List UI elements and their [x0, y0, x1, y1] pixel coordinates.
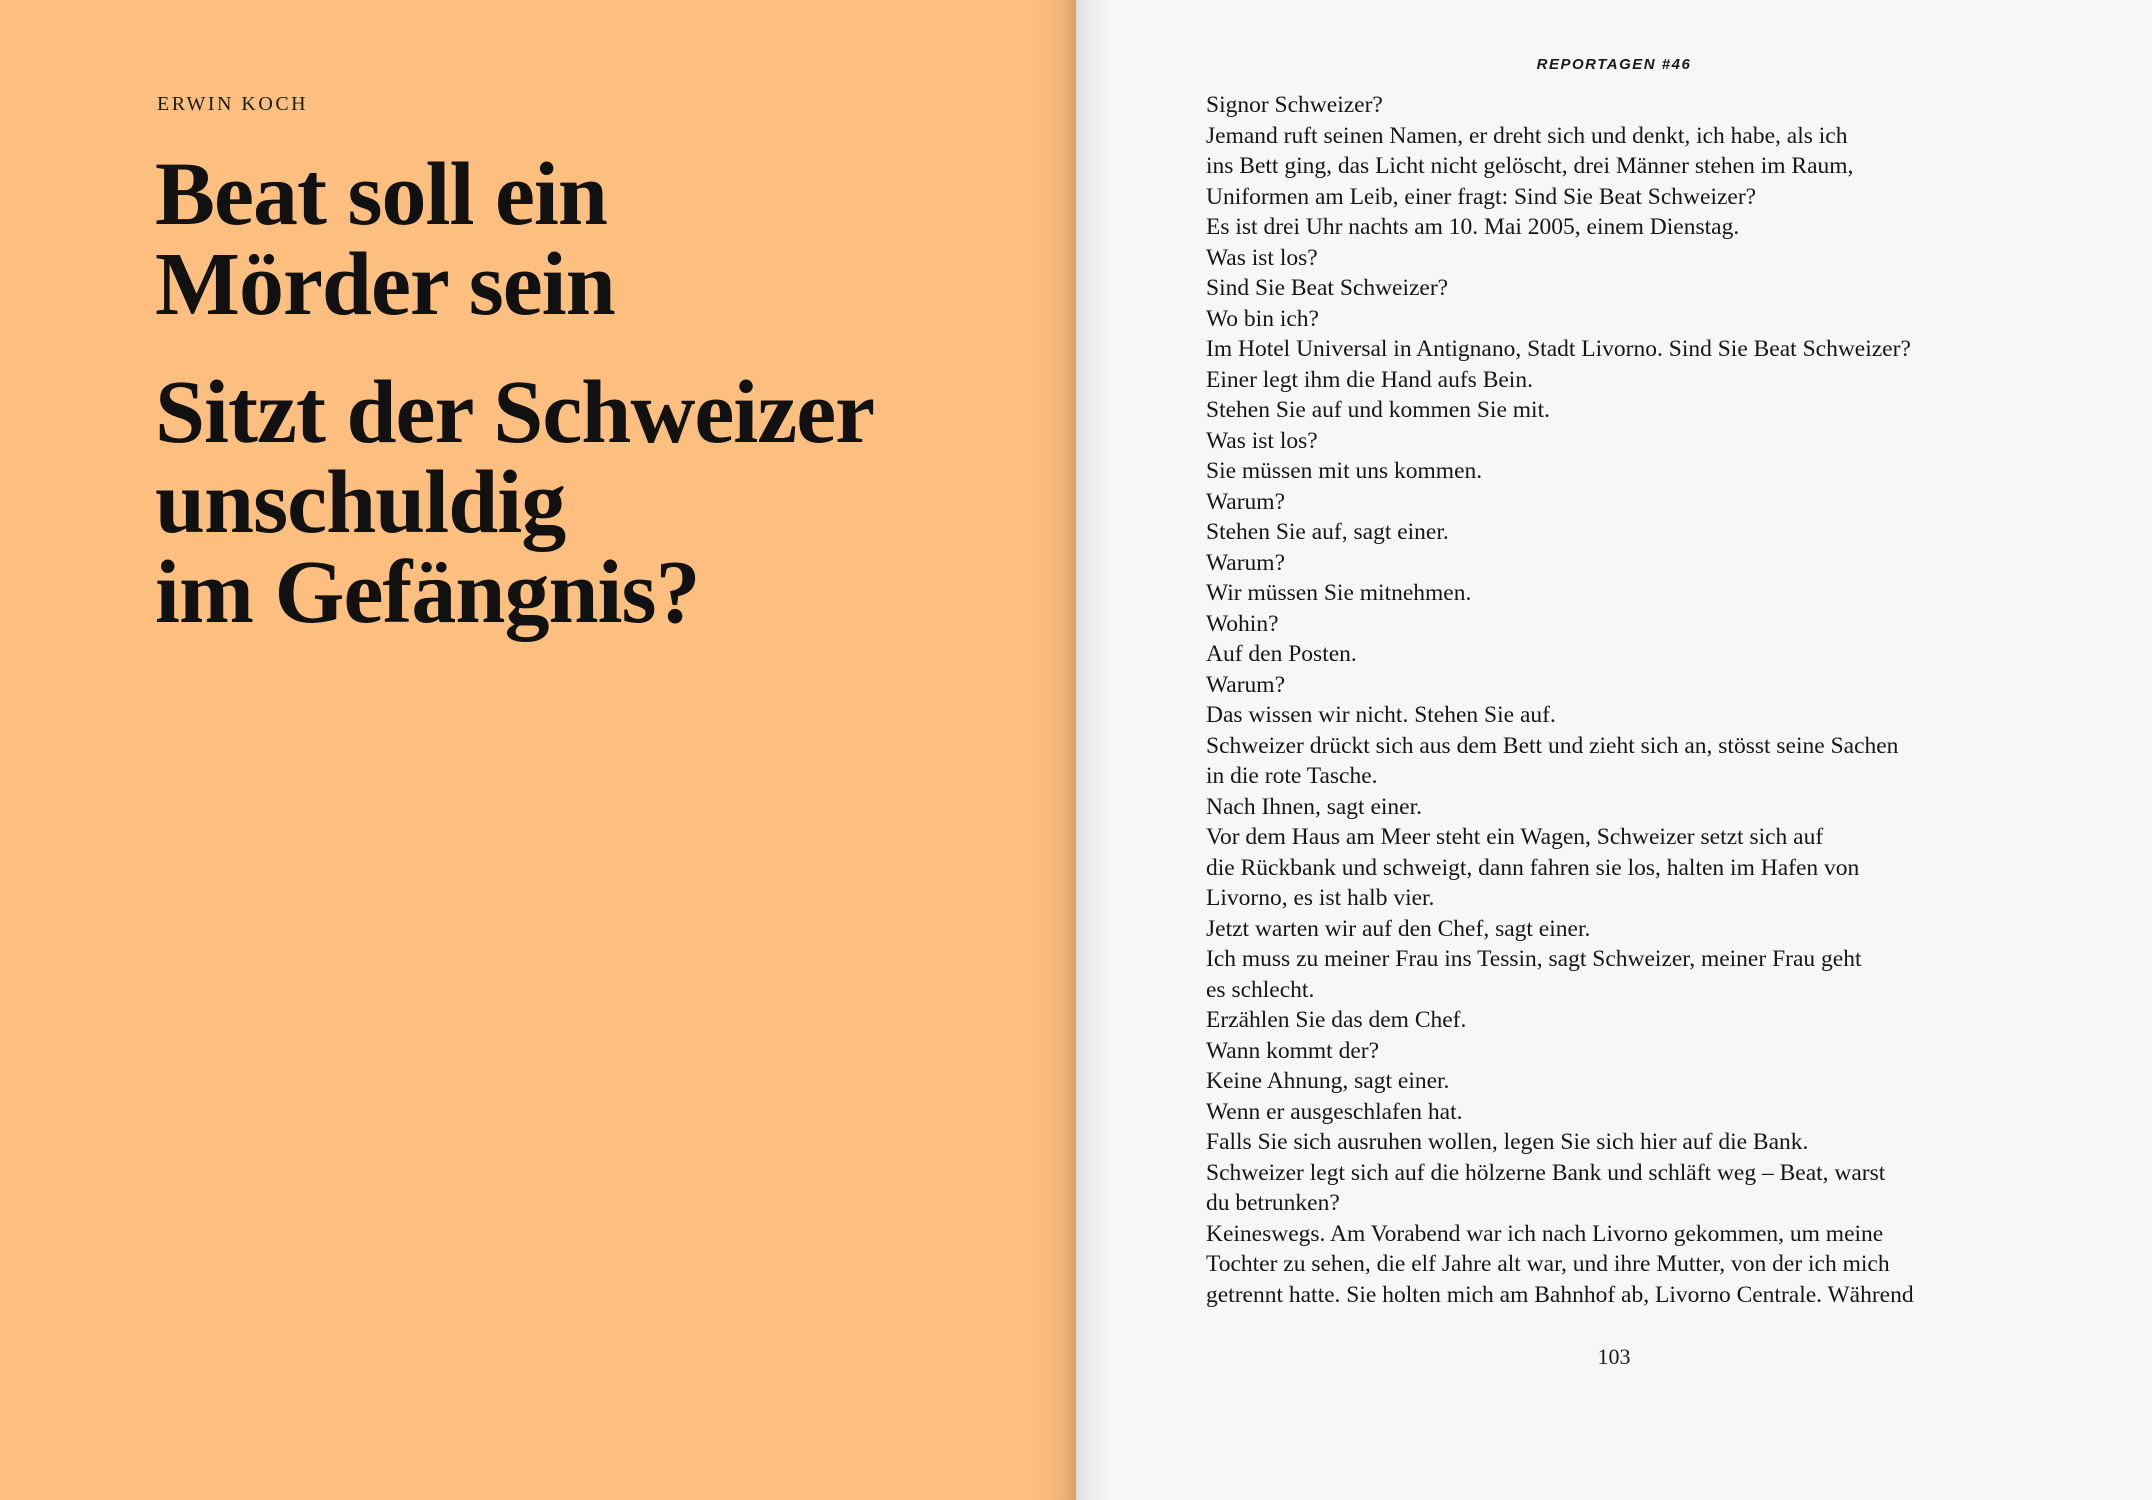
body-text-line: Wohin?: [1206, 610, 1279, 637]
body-text-line: Wir müssen Sie mitnehmen.: [1206, 580, 1472, 606]
article-title: Beat soll ein Mörder sein: [155, 145, 615, 334]
body-text-line: Wo bin ich?: [1206, 305, 1319, 332]
body-text-line: Wenn er ausgeschlafen hat.: [1206, 1098, 1463, 1125]
page-number: 103: [1597, 1344, 1631, 1369]
body-text-line: Keine Ahnung, sagt einer.: [1206, 1068, 1450, 1094]
body-text-line: in die rote Tasche.: [1206, 763, 1378, 789]
body-text-line: Im Hotel Universal in Antignano, Stadt Livorno. Sind Sie Beat Schweizer?: [1206, 336, 1911, 362]
body-text-line: Auf den Posten.: [1206, 641, 1357, 667]
body-text-line: Einer legt ihm die Hand aufs Bein.: [1206, 366, 1533, 393]
body-text-line: Warum?: [1206, 549, 1286, 576]
body-text-line: du betrunken?: [1206, 1190, 1340, 1216]
body-text-line: es schlecht.: [1206, 976, 1315, 1003]
right-page: [1076, 0, 2152, 1500]
body-text-line: Jetzt warten wir auf den Chef, sagt einer.: [1206, 915, 1591, 942]
article-subtitle: Sitzt der Schweizer unschuldig im Gefängnis?: [155, 363, 875, 642]
body-text-line: Warum?: [1206, 488, 1286, 515]
body-text-line: Was ist los?: [1206, 427, 1318, 454]
body-text-line: Falls Sie sich ausruhen wollen, legen Sie sich hier auf die Bank.: [1206, 1129, 1809, 1155]
body-text-line: Stehen Sie auf und kommen Sie mit.: [1206, 397, 1550, 423]
body-text-line: Uniformen am Leib, einer fragt: Sind Sie Beat Schweizer?: [1206, 183, 1757, 210]
gutter-shadow-right: [1076, 0, 1112, 1500]
body-text-line: Ich muss zu meiner Frau ins Tessin, sagt Schweizer, meiner Frau geht: [1206, 946, 1862, 972]
body-text-line: Schweizer legt sich auf die hölzerne Bank und schläft weg – Beat, warst: [1206, 1159, 1886, 1186]
body-text-line: Keineswegs. Am Vorabend war ich nach Livorno gekommen, um meine: [1206, 1220, 1884, 1247]
body-text-line: Sie müssen mit uns kommen.: [1206, 458, 1483, 484]
body-text-line: Schweizer drückt sich aus dem Bett und zieht sich an, stösst seine Sachen: [1206, 732, 1899, 759]
body-text-line: Wann kommt der?: [1206, 1037, 1380, 1064]
body-text-line: Sind Sie Beat Schweizer?: [1206, 275, 1449, 301]
body-text-line: Jemand ruft seinen Namen, er dreht sich und denkt, ich habe, als ich: [1206, 122, 1848, 149]
body-text-line: Stehen Sie auf, sagt einer.: [1206, 519, 1449, 545]
author-name: ERWIN KOCH: [157, 93, 309, 115]
body-text-line: Das wissen wir nicht. Stehen Sie auf.: [1206, 702, 1556, 728]
gutter-shadow: [1036, 0, 1076, 1500]
body-text-line: Warum?: [1206, 671, 1286, 698]
body-text-line: Tochter zu sehen, die elf Jahre alt war, und ihre Mutter, von der ich mich: [1206, 1251, 1890, 1277]
body-text-line: Erzählen Sie das dem Chef.: [1206, 1007, 1467, 1033]
body-text-line: Nach Ihnen, sagt einer.: [1206, 793, 1422, 820]
body-text-line: Es ist drei Uhr nachts am 10. Mai 2005, einem Dienstag.: [1206, 214, 1740, 240]
body-text-line: Livorno, es ist halb vier.: [1206, 885, 1435, 911]
body-text-line: Vor dem Haus am Meer steht ein Wagen, Schweizer setzt sich auf: [1206, 824, 1824, 850]
body-text-line: getrennt hatte. Sie holten mich am Bahnhof ab, Livorno Centrale. Während: [1206, 1281, 1914, 1308]
running-head: REPORTAGEN #46: [1536, 56, 1692, 73]
article-body: [1206, 90, 2086, 1310]
body-text-line: Was ist los?: [1206, 244, 1318, 271]
body-text-line: die Rückbank und schweigt, dann fahren sie los, halten im Hafen von: [1206, 854, 1860, 881]
body-text-line: Signor Schweizer?: [1206, 92, 1383, 118]
body-text-line: ins Bett ging, das Licht nicht gelöscht, drei Männer stehen im Raum,: [1206, 153, 1854, 179]
